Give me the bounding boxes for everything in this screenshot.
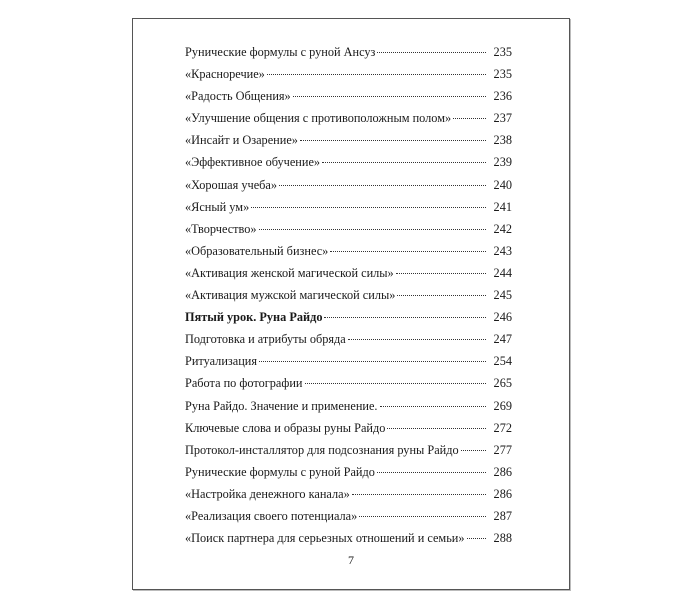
toc-entry [185,243,512,265]
dot-leader [300,140,486,141]
toc-entry [185,110,512,132]
toc-entry-page-number: 247 [493,332,512,347]
toc-entry [185,287,512,309]
toc-entry-page-number: 265 [493,376,512,391]
toc-entry-title: Рунические формулы с руной Райдо [185,464,375,479]
toc-entry-title: «Красноречие» [185,67,265,82]
dot-leader [251,207,486,208]
toc-entry-page-number: 254 [493,354,512,369]
toc-entry-title: «Поиск партнера для серьезных отношений и семьи» [185,531,465,546]
toc-entry [185,530,512,552]
dot-leader [377,472,486,473]
dot-leader [259,361,486,362]
toc-entry [185,66,512,88]
toc-entry-title: «Эффективное обучение» [185,155,321,170]
dot-leader [330,251,486,252]
dot-leader [380,406,486,407]
toc-entry-page-number: 235 [493,45,512,59]
toc-entry [185,353,512,375]
toc-entry-title: «Активация женской магической силы» [185,265,394,280]
toc-entry [185,486,512,508]
dot-leader [397,295,486,296]
toc-entry-title: Ритуализация [185,354,258,369]
toc-entry-page-number: 239 [493,155,512,170]
book-page [132,18,570,590]
toc-entry [185,375,512,397]
toc-entry [185,420,512,442]
toc-entry-title: «Хорошая учеба» [185,177,278,192]
toc-entry [185,177,512,199]
toc-entry [185,88,512,110]
toc-entry [185,331,512,353]
toc-entry-page-number: 245 [493,288,512,303]
dot-leader [396,273,486,274]
toc-entry-title: «Активация мужской магической силы» [185,288,396,303]
dot-leader [387,428,486,429]
toc-entry-title: «Улучшение общения с противоположным полом» [185,111,452,126]
toc-entry [185,508,512,530]
dot-leader [279,185,486,186]
toc-entry-title: Руна Райдо. Значение и применение. [185,398,378,413]
toc-entry [185,398,512,420]
toc-entry [185,132,512,154]
dot-leader [324,317,486,318]
toc-entry-title: «Ясный ум» [185,199,250,214]
toc-entry [185,154,512,176]
toc-entry [185,199,512,221]
dot-leader [259,229,486,230]
dot-leader [461,450,486,451]
dot-leader [348,339,486,340]
toc-entry-title: Подготовка и атрибуты обряда [185,332,346,347]
toc-entry-title: Работа по фотографии [185,376,303,391]
toc-entry-page-number: 238 [493,133,512,148]
dot-leader [453,118,486,119]
toc-entry-title: Ключевые слова и образы руны Райдо [185,420,386,435]
toc-entry-page-number: 287 [493,508,512,523]
toc-entry-title: Рунические формулы с руной Ансуз [185,45,376,59]
toc-entry-title: Пятый урок. Руна Райдо [185,310,323,325]
toc-entry [185,442,512,464]
toc-entry-page-number: 243 [493,243,512,258]
dot-leader [293,96,486,97]
toc-entry [185,44,512,66]
toc-entry-title: «Творчество» [185,221,257,236]
toc-entry [185,221,512,243]
toc-entry [185,464,512,486]
dot-leader [267,74,486,75]
dot-leader [377,52,486,53]
toc-entry-title: Протокол-инсталлятор для подсознания руны Райдо [185,442,459,457]
toc-entry-page-number: 277 [493,442,512,457]
toc-entry-page-number: 242 [493,221,512,236]
toc-entry-title: «Реализация своего потенциала» [185,508,358,523]
dot-leader [467,538,486,539]
toc-entry-page-number: 241 [493,199,512,214]
toc-entry [185,265,512,287]
dot-leader [305,383,487,384]
toc-entry-title: «Инсайт и Озарение» [185,133,298,148]
toc-entry-page-number: 269 [493,398,512,413]
dot-leader [359,516,486,517]
table-of-contents [185,44,512,552]
toc-entry [185,309,512,331]
page-number: 7 [348,553,354,567]
toc-entry-page-number: 237 [493,111,512,126]
toc-entry-page-number: 286 [493,464,512,479]
toc-entry-page-number: 286 [493,486,512,501]
toc-entry-page-number: 240 [493,177,512,192]
toc-entry-page-number: 244 [493,265,512,280]
toc-entry-title: «Образовательный бизнес» [185,243,329,258]
dot-leader [352,494,486,495]
toc-entry-page-number: 288 [493,531,512,546]
toc-entry-page-number: 236 [493,89,512,104]
toc-entry-title: «Настройка денежного канала» [185,486,350,501]
toc-entry-title: «Радость Общения» [185,89,291,104]
toc-entry-page-number: 246 [493,310,512,325]
toc-entry-page-number: 235 [493,67,512,82]
dot-leader [322,162,486,163]
toc-entry-page-number: 272 [493,420,512,435]
